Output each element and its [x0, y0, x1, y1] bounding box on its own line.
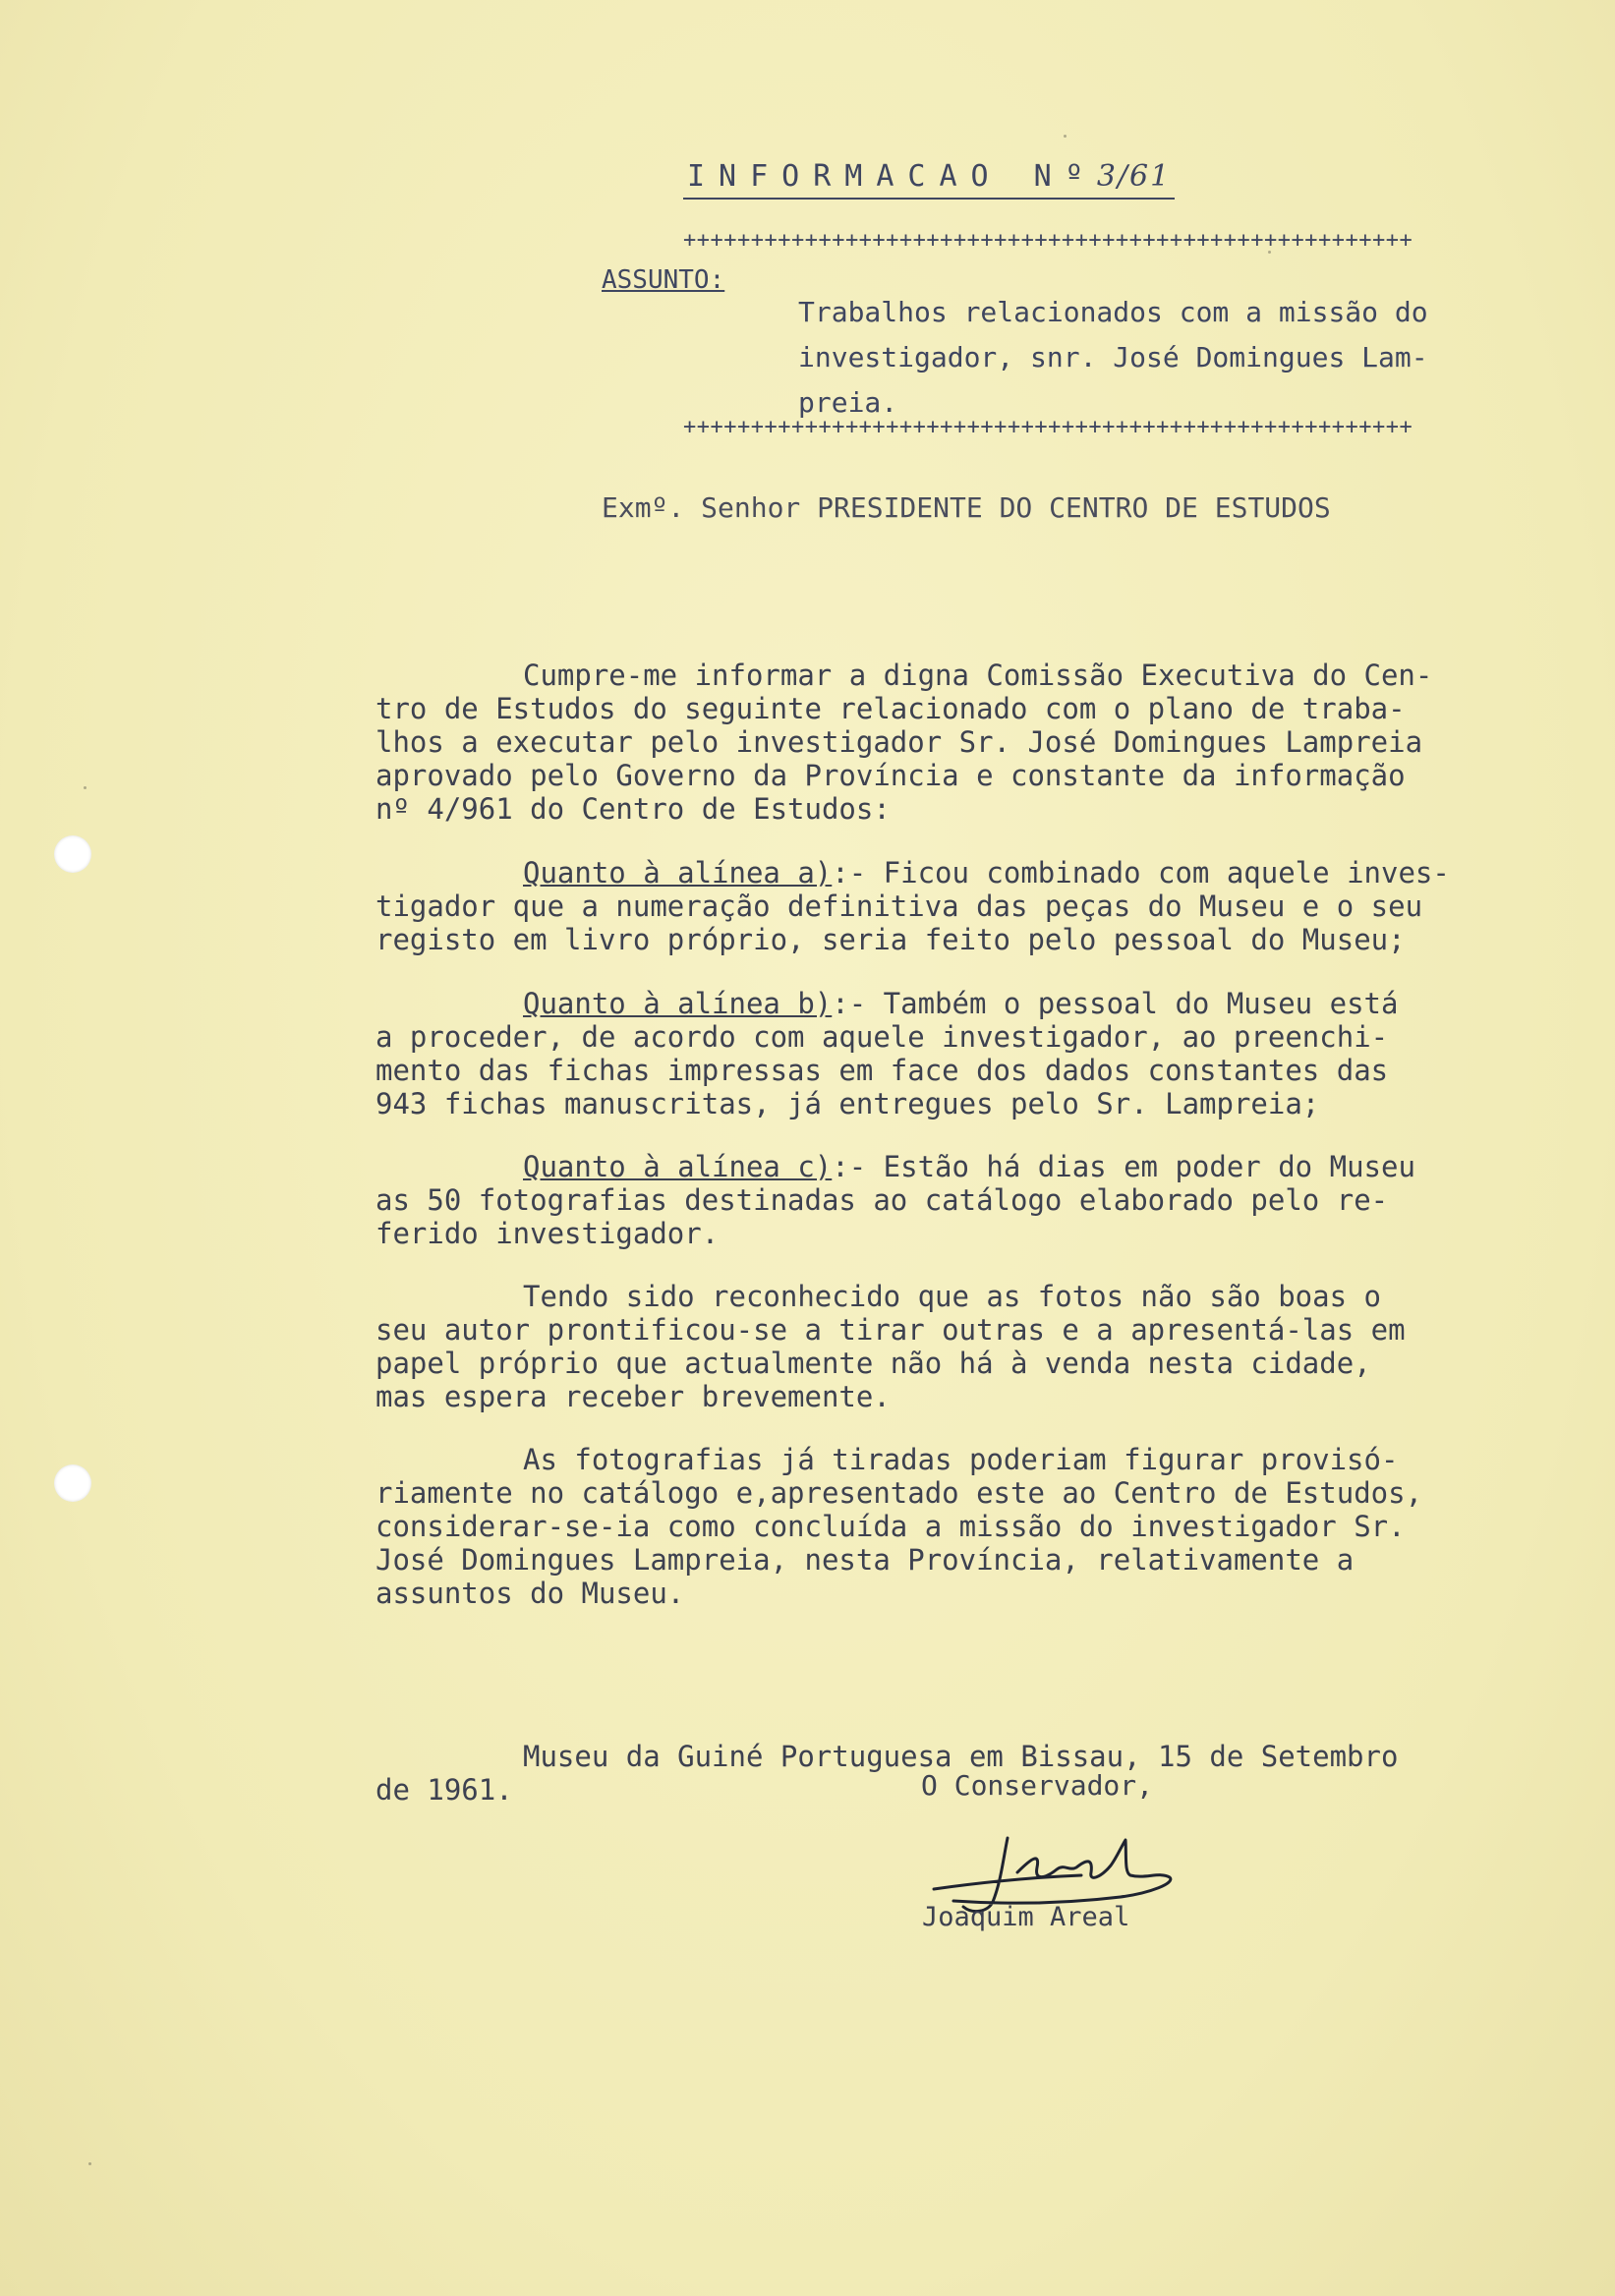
subject-text: Trabalhos relacionados com a missão do investigador, snr. José Domingues Lam- preia. [798, 296, 1428, 419]
dateline-text: Museu da Guiné Portuguesa em Bissau, 15 de Setembro de 1961. [375, 1740, 1399, 1807]
paragraph-photos-text: Tendo sido reconhecido que as fotos não são boas o seu autor prontificou-se a tirar outras e a apresentá-las em papel próprio que actualmente não há à venda nesta cidade, mas espera receber brevemente. [375, 1280, 1406, 1413]
punch-hole-top [54, 835, 91, 873]
alinea-c-text: :- Estão há dias em poder do Museu as 50 fotografias destinadas ao catálogo elaborado pelo re- ferido investigador. [375, 1150, 1415, 1250]
document-heading [683, 159, 1175, 200]
paragraph-alinea-b [375, 953, 1585, 1120]
heading-number: 3/61 [1096, 159, 1172, 194]
heading-prefix: INFORMACAO Nº [687, 159, 1097, 194]
punch-hole-bottom [54, 1464, 91, 1502]
closing-role: O Conservador, [921, 1769, 1154, 1802]
salutation: Exmº. Senhor PRESIDENTE DO CENTRO DE ESTUDOS [602, 491, 1331, 524]
subject-label: ASSUNTO: [602, 265, 725, 295]
paragraph-alinea-c [375, 1117, 1585, 1250]
alinea-a-text: :- Ficou combinado com aquele inves- tigador que a numeração definitiva das peças do Museu e o seu registo em livro próprio, seria feito pelo pessoal do Museu; [375, 856, 1450, 956]
alinea-b-text: :- Também o pessoal do Museu está a proceder, de acordo com aquele investigador, ao preenchi- mento das fichas impressas em face dos dados constantes das 943 fichas manuscritas, já entregues pelo Sr. Lampreia; [375, 987, 1399, 1120]
paragraph-alinea-a [375, 823, 1585, 956]
separator-bottom: ++++++++++++++++++++++++++++++++++++++++++++++++++++++ [683, 415, 1413, 439]
alinea-a-label: Quanto à alínea a) [523, 856, 833, 890]
alinea-b-label: Quanto à alínea b) [523, 987, 833, 1020]
alinea-c-label: Quanto à alínea c) [523, 1150, 833, 1183]
paragraph-conclusion-text: As fotografias já tiradas poderiam figurar provisó- riamente no catálogo e,apresentado este ao Centro de Estudos, considerar-se-ia como concluída a missão do investigador Sr. José Domingues Lampreia, nesta Província, relativamente a assuntos do Museu. [375, 1443, 1423, 1610]
paragraph-conclusion [375, 1409, 1585, 1643]
paragraph-intro-text: Cumpre-me informar a digna Comissão Executiva do Cen- tro de Estudos do seguinte relacionado com o plano de traba- lhos a executar pelo investigador Sr. José Domingues Lampreia aprovado pelo Governo da Província e constante da informação nº 4/961 do Centro de Estudos: [375, 659, 1433, 826]
separator-top: ++++++++++++++++++++++++++++++++++++++++++++++++++++++ [683, 228, 1413, 253]
signer-name: Joaquim Areal [922, 1902, 1130, 1932]
